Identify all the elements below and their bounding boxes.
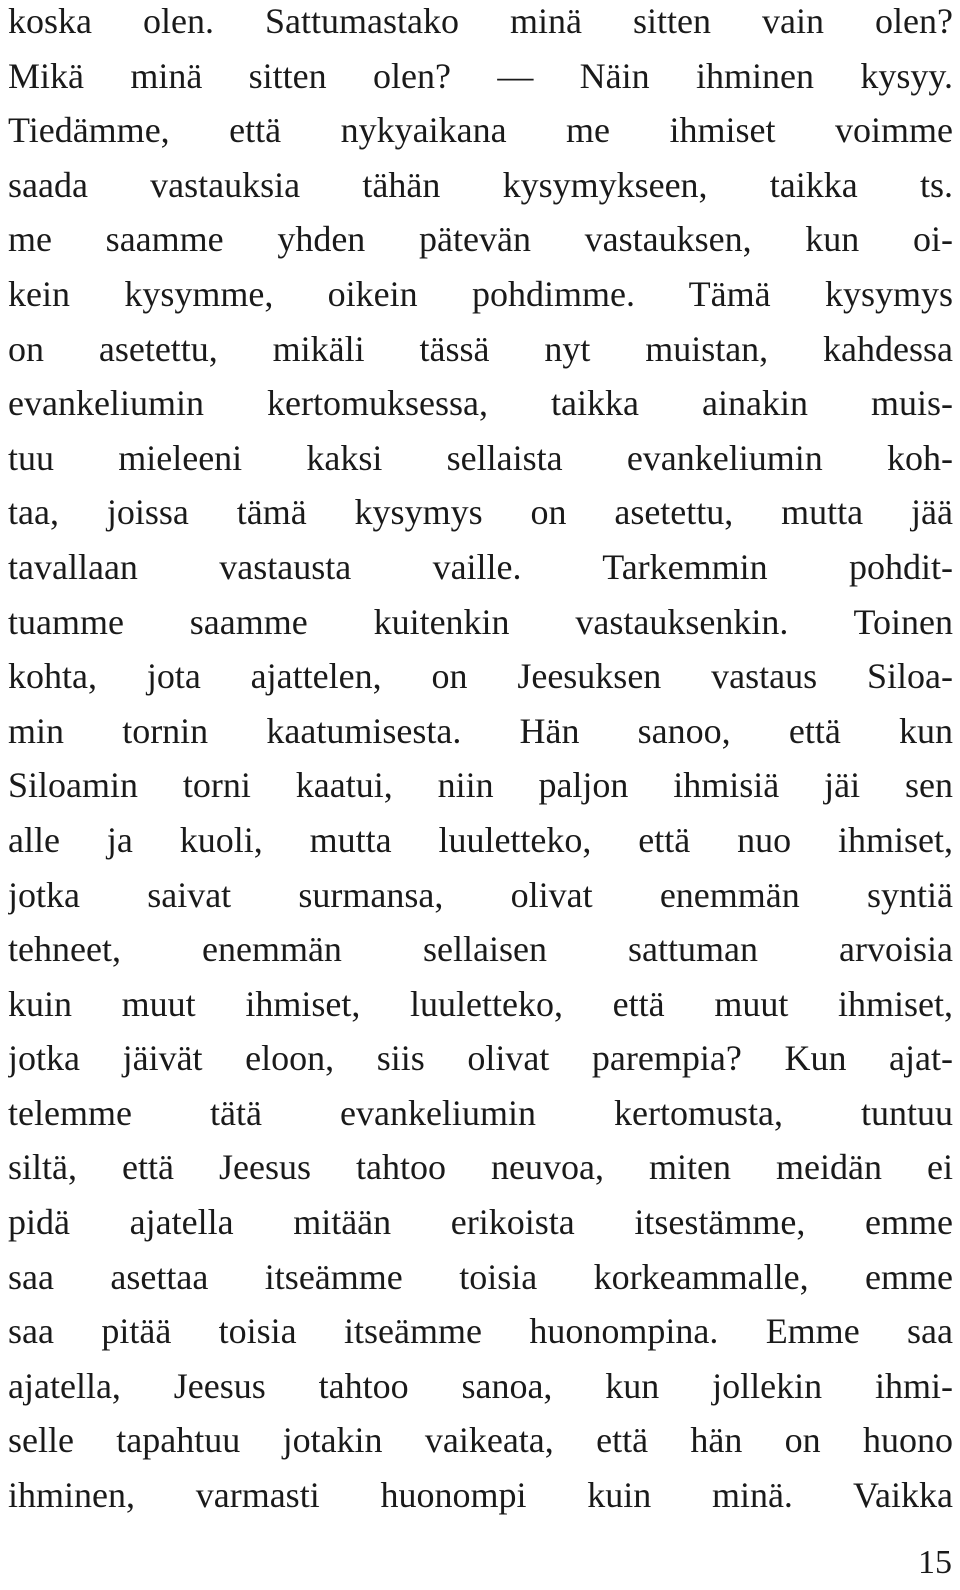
text-line: kuin muut ihmiset, luuletteko, että muut ihmiset, [8, 983, 953, 1024]
text-line: tuamme saamme kuitenkin vastauksenkin. Toinen [8, 601, 953, 642]
text-line: tuu mieleeni kaksi sellaista evankeliumin koh- [8, 437, 953, 478]
text-line: pidä ajatella mitään erikoista itsestämme, emme [8, 1202, 953, 1243]
text-line: min tornin kaatumisesta. Hän sanoo, että kun [8, 710, 953, 751]
text-line: tavallaan vastausta vaille. Tarkemmin pohdit- [8, 546, 953, 587]
text-line: telemme tätä evankeliumin kertomusta, tuntuu [8, 1092, 953, 1133]
text-line: evankeliumin kertomuksessa, taikka ainakin muis- [8, 383, 953, 424]
text-line: on asetettu, mikäli tässä nyt muistan, kahdessa [8, 328, 953, 369]
text-line: saa pitää toisia itseämme huonompina. Emme saa [8, 1311, 953, 1352]
text-line: jotka jäivät eloon, siis olivat parempia? Kun ajat- [8, 1038, 953, 1079]
text-line: saa asettaa itseämme toisia korkeammalle, emme [8, 1256, 953, 1297]
body-text [8, 0, 953, 1529]
text-line: jotka saivat surmansa, olivat enemmän syntiä [8, 874, 953, 915]
text-line: Tiedämme, että nykyaikana me ihmiset voimme [8, 110, 953, 151]
text-line: saada vastauksia tähän kysymykseen, taikka ts. [8, 164, 953, 205]
text-line: kohta, jota ajattelen, on Jeesuksen vastaus Siloa- [8, 656, 953, 697]
text-line: taa, joissa tämä kysymys on asetettu, mutta jää [8, 492, 953, 533]
text-line: alle ja kuoli, mutta luuletteko, että nuo ihmiset, [8, 819, 953, 860]
text-line: tehneet, enemmän sellaisen sattuman arvoisia [8, 929, 953, 970]
text-line: Siloamin torni kaatui, niin paljon ihmisiä jäi sen [8, 765, 953, 806]
text-line: me saamme yhden pätevän vastauksen, kun oi- [8, 219, 953, 260]
text-line: ajatella, Jeesus tahtoo sanoa, kun jollekin ihmi- [8, 1365, 953, 1406]
text-line: siltä, että Jeesus tahtoo neuvoa, miten meidän ei [8, 1147, 953, 1188]
text-line: ihminen, varmasti huonompi kuin minä. Vaikka [8, 1475, 953, 1516]
text-line: koska olen. Sattumastako minä sitten vain olen? [8, 1, 953, 41]
page-number: 15 [918, 1544, 952, 1581]
text-line: kein kysymme, oikein pohdimme. Tämä kysymys [8, 273, 953, 314]
text-line: Mikä minä sitten olen? — Näin ihminen kysyy. [8, 55, 953, 96]
text-line: selle tapahtuu jotakin vaikeata, että hän on huono [8, 1420, 953, 1461]
